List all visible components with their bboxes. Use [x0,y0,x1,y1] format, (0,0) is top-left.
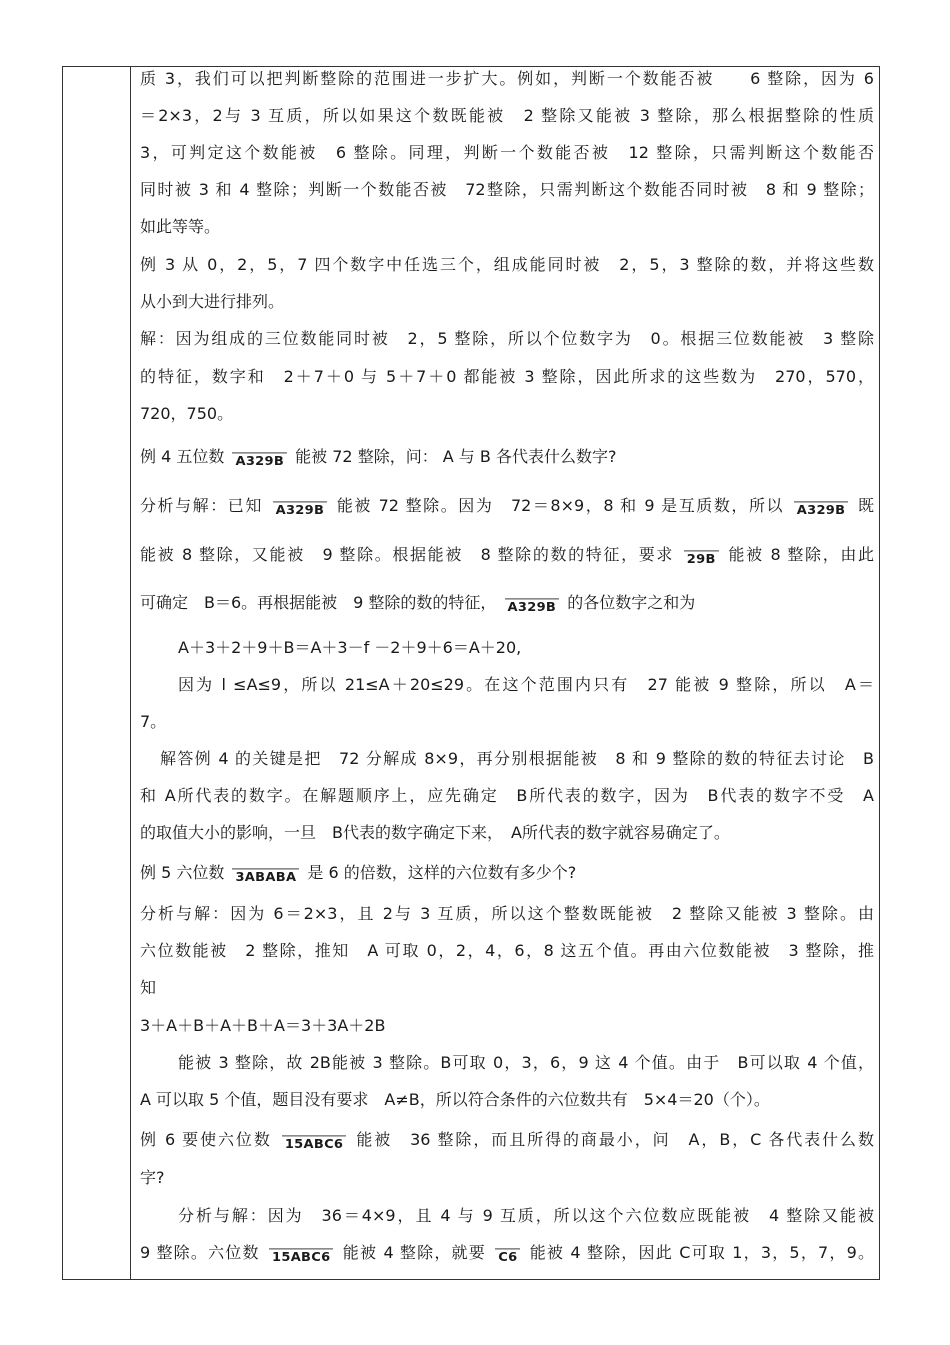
text-fragment: 能被 72 整除，问： A 与 B 各代表什么数字? [295,447,617,466]
text-line: 和 A所代表的数字。在解题顺序上，应先确定 B所代表的数字，因为 B代表的数字不受 A [140,786,874,805]
text-line: ＝2×3，2与 3 互质，所以如果这个数既能被 2 整除又能被 3 整除，那么根据整除的性质 [140,106,874,125]
table-column-divider [130,66,131,1280]
text-fragment: 分析与解：已知 [140,496,263,515]
overlined-number: A329B [505,598,560,614]
text-fragment: 既 [858,496,875,515]
overlined-number: A329B [232,452,287,468]
overlined-number: 29B [684,550,719,566]
text-fragment: 能被 36 整除，而且所得的商最小，问 A，B，C 各代表什么数 [356,1130,874,1149]
text-fragment: 9 整除。六位数 [140,1243,260,1262]
text-line: 分析与解：因为 6＝2×3，且 2与 3 互质，所以这个整数既能被 2 整除又能被 3 整除。由 [140,904,874,923]
overlined-number: 3ABABA [232,868,299,884]
text-line: 例 3 从 0，2，5，7 四个数字中任选三个，组成能同时被 2，5，3 整除的数，并将这些数 [140,255,874,274]
text-fragment: 的各位数字之和为 [567,593,696,612]
text-fragment: 能被 72 整除。因为 72＝8×9，8 和 9 是互质数，所以 [336,496,785,515]
text-line: 质 3，我们可以把判断整除的范围进一步扩大。例如，判断一个数能否被 6 整除，因为 6 [140,69,874,88]
text-line: 7。 [140,712,167,731]
overlined-number: 15ABC6 [282,1135,346,1151]
text-line: 720，750。 [140,404,234,423]
text-line: 的取值大小的影响，一旦 B代表的数字确定下来， A所代表的数字就容易确定了。 [140,823,730,842]
text-line [140,446,616,468]
text-line: A＋3＋2＋9＋B＝A＋3－f －2＋9＋6＝A＋20, [178,638,522,657]
overlined-number: A329B [273,501,328,517]
overlined-number: C6 [495,1248,520,1264]
text-fragment: 可确定 B＝6。再根据能被 9 整除的数的特征， [140,593,497,612]
text-line: A 可以取 5 个值，题目没有要求 A≠B，所以符合条件的六位数共有 5×4＝20（个）。 [140,1090,770,1109]
text-line: 知 [140,978,157,997]
text-fragment: 能被 8 整除，又能被 9 整除。根据能被 8 整除的数的特征，要求 [140,545,675,564]
text-line: 3，可判定这个数能被 6 整除。同理，判断一个数能否被 12 整除，只需判断这个数能否 [140,143,874,162]
text-line: 因为 l ≤A≤9，所以 21≤A＋20≤29。在这个范围内只有 27 能被 9 整除，所以 A＝ [178,675,874,694]
text-line [140,544,874,566]
text-line [140,592,695,614]
overlined-number: A329B [794,501,849,517]
text-line: 六位数能被 2 整除，推知 A 可取 0，2，4，6，8 这五个值。再由六位数能被 3 整除，推 [140,941,874,960]
overlined-number: 15ABC6 [269,1248,333,1264]
text-line [140,495,874,517]
text-line: 从小到大进行排列。 [140,292,285,311]
text-fragment: 例 5 六位数 [140,863,225,882]
text-fragment: 例 4 五位数 [140,447,225,466]
text-line: 3＋A＋B＋A＋B＋A＝3＋3A＋2B [140,1016,386,1035]
text-line: 如此等等。 [140,217,221,236]
text-fragment: 能被 4 整除，就要 [342,1243,486,1262]
text-fragment: 例 6 要使六位数 [140,1130,272,1149]
text-fragment: 能被 8 整除，由此 [728,545,875,564]
text-line: 的特征，数字和 2＋7＋0 与 5＋7＋0 都能被 3 整除，因此所求的这些数为 270，570， [140,367,874,386]
text-line [140,1242,874,1264]
text-line: 字? [140,1168,165,1187]
text-line [140,1129,874,1151]
text-fragment: 是 6 的倍数，这样的六位数有多少个? [307,863,577,882]
text-line: 解答例 4 的关键是把 72 分解成 8×9，再分别根据能被 8 和 9 整除的数的特征去讨论 B [160,749,874,768]
text-line [140,862,576,884]
text-line: 分析与解：因为 36＝4×9，且 4 与 9 互质，所以这个六位数应既能被 4 整除又能被 [178,1206,874,1225]
text-fragment: 能被 4 整除，因此 C可取 1，3，5，7，9。 [529,1243,874,1262]
text-line: 能被 3 整除，故 2B能被 3 整除。B可取 0，3，6，9 这 4 个值。由于 B可以取 4 个值， [178,1053,874,1072]
text-line: 同时被 3 和 4 整除；判断一个数能否被 72整除，只需判断这个数能否同时被 8 和 9 整除； [140,180,874,199]
text-line: 解：因为组成的三位数能同时被 2，5 整除，所以个位数字为 0。根据三位数能被 3 整除 [140,329,874,348]
